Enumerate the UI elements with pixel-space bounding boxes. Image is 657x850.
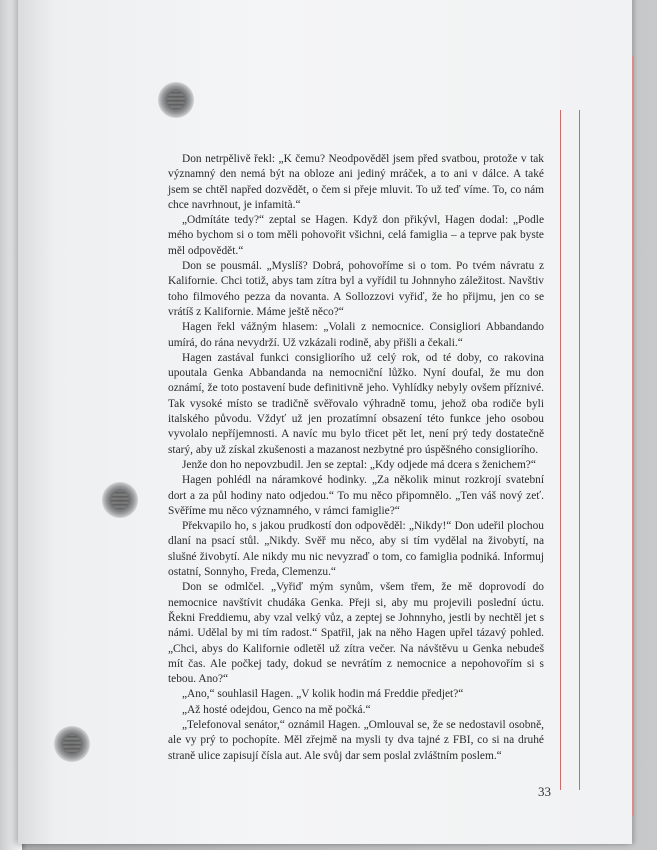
paragraph: Jenže don ho nepovzbudil. Jen se zeptal: „Kdy odjede má dcera s ženichem?“	[182, 458, 536, 471]
paragraph: Don se pousmál. „Myslíš? Dobrá, pohovoříme si o tom. Po tvém návratu z Kalifornie. Chci totiž, abys tam zítra byl a vyřídil tu Johnnyho záležitost. Navštiv toho filmového pezza da novanta. A Sollozzovi vyřiď, že ho přijmu, jen co se vrátíš z Kalifornie. Máme ještě něco?“	[168, 260, 544, 318]
punch-hole-bottom	[54, 726, 90, 762]
paragraph: Don se odmlčel. „Vyřiď mým synům, všem třem, že mě doprovodí do nemocnice navštívit chudáka Genka. Přeji si, aby mu projevili poslední úctu. Řekni Freddiemu, aby vzal velký vůz, a zeptej se Johnnyho, jestli by nechtěl jet s námi. Udělal by mi tím radost.“ Spatřil, jak na něho Hagen upřel tázavý pohled. „Chci, abys do Kalifornie odletěl už zítra večer. Na návštěvu u Genka nebudeš mít čas. Ale počkej tady, dokud se nevrátím z nemocnice a nepohovořím si s tebou. Ano?“	[168, 581, 544, 686]
punch-hole-top	[158, 82, 194, 118]
paragraph: Hagen pohlédl na náramkové hodinky. „Za několik minut rozkrojí svatební dort a za půl hodiny nato odjedou.“ To mu něco připomnělo. „Ten váš nový zeť. Svěříme mu něco významného, v rámci famiglie?“	[168, 474, 544, 517]
paragraph: Překvapilo ho, s jakou prudkostí don odpověděl: „Nikdy!“ Don udeřil plochou dlaní na psací stůl. „Nikdy. Svěř mu něco, aby si tím vydělal na živobytí, na slušné živobytí. Ale nikdy mu nic nevyzraď o tom, co famiglia podniká. Informuj ostatní, Sonnyho, Freda, Clemenzu.“	[168, 520, 544, 579]
paragraph: Don netrpělivě řekl: „K čemu? Neodpověděl jsem před svatbou, protože v tak významný den nemá být na obloze ani jediný mráček, a to ani v dálce. A také jsem se chtěl napřed dozvědět, o čem si přeje mluvit. To už teď víme. To, co nám chce navrhnout, je infamità.“	[168, 153, 544, 211]
paragraph: Hagen řekl vážným hlasem: „Volali z nemocnice. Consigliori Abbandando umírá, do rána nevydrží. Už vzkázali rodině, aby přišli a čekali.“	[168, 321, 544, 349]
margin-rule-right	[579, 110, 580, 790]
punch-hole-middle	[102, 482, 138, 518]
page-number: 33	[538, 784, 551, 799]
margin-rule-left	[560, 110, 561, 790]
page-edge	[632, 56, 634, 816]
paragraph: Hagen zastával funkci consigliorího už celý rok, od té doby, co rakovina upoutala Genka Abbandanda na nemocniční lůžko. Nyní doufal, že mu don oznámí, že toto postavení bude definitivně jeho. Vyhlídky nebyly ovšem příznivé. Tak vysoké místo se tradičně svěřovalo výhradně tomu, jehož oba rodiče byli italského původu. Vždyť už jen prozatímní obsazení této funkce jeho osobou vyvolalo nepříjemnosti. A navíc mu bylo třicet pět let, není prý tedy dostatečně starý, aby už získal zkušenosti a mazanost nezbytné pro úspěšného consigliorího.	[168, 351, 544, 456]
book-page	[18, 0, 632, 844]
paragraph: „Ano,“ souhlasil Hagen. „V kolik hodin má Freddie předjet?“	[182, 688, 464, 701]
paragraph: „Až hosté odejdou, Genco na mě počká.“	[182, 703, 371, 716]
paragraph: „Odmítáte tedy?“ zeptal se Hagen. Když don přikývl, Hagen dodal: „Podle mého bychom si o tom měli pohovořit všichni, celá famiglia – a teprve pak byste měl odpovědět.“	[168, 214, 544, 257]
paragraph: „Telefonoval senátor,“ oznámil Hagen. „Omlouval se, že se nedostavil osobně, ale vy prý to pochopíte. Měl zřejmě na mysli ty dva tajné z FBI, co si na druhé straně ulice zapisují čísla aut. Ale svůj dar sem poslal zvláštním poslem.“	[168, 718, 544, 762]
body-text	[168, 152, 544, 764]
